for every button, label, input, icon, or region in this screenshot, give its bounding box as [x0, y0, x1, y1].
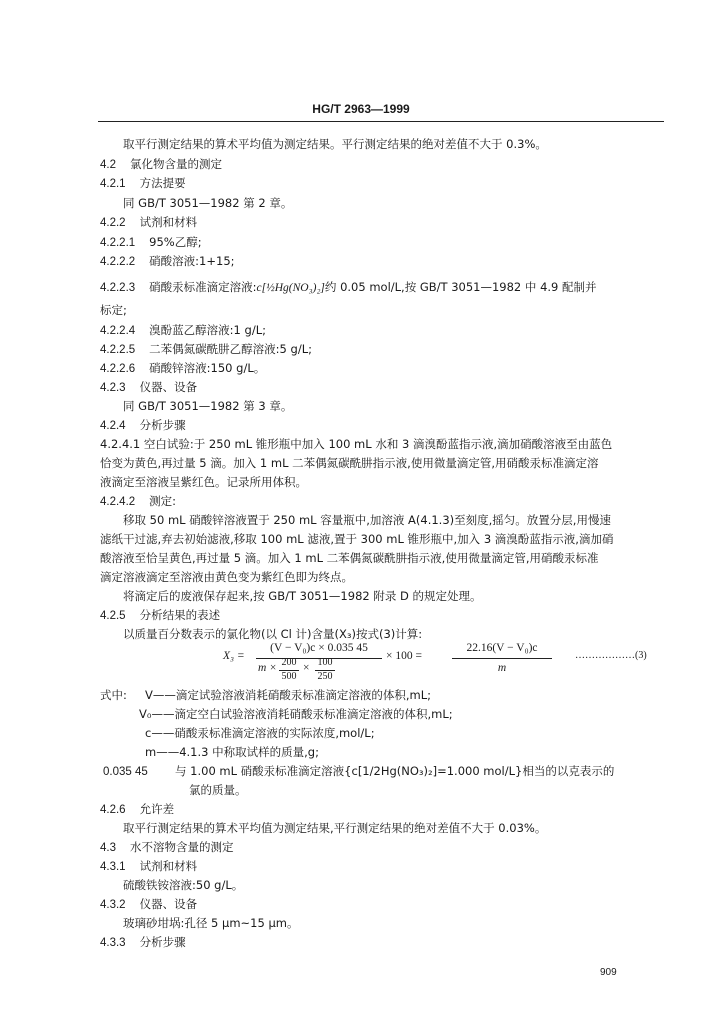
- equation-middle: × 100 =: [386, 650, 422, 662]
- paragraph-line: 酸溶液至恰呈黄色,再过量 5 滴。加入 1 mL 二苯偶氮碳酰肼指示液,使用微量滴定管,用硝酸汞标准: [100, 551, 599, 565]
- equation-tag: ………………(3): [575, 650, 647, 661]
- variable-definition: m——4.1.3 中称取试样的质量,g;: [145, 745, 319, 759]
- equation-times: ×: [303, 662, 310, 674]
- list-item: 4.2.2.1 95%乙醇;: [100, 235, 202, 249]
- paragraph-line: 液滴定至溶液呈紫红色。记录所用体积。: [100, 475, 307, 489]
- text-line: 标定;: [100, 303, 127, 317]
- section-heading-4-3-2: 4.3.2 仪器、设备: [100, 897, 198, 911]
- paragraph-line: 恰变为黄色,再过量 5 滴。加入 1 mL 二苯偶氮碳酰肼指示液,使用微量滴定管,用硝酸汞标准滴定溶: [100, 456, 599, 470]
- fraction-200: 200: [281, 657, 297, 668]
- list-item: 4.2.2.6 硝酸锌溶液:150 g/L。: [100, 361, 266, 375]
- text-line: 以质量百分数表示的氯化物(以 Cl 计)含量(X₃)按式(3)计算:: [123, 627, 423, 641]
- fraction-100: 100: [317, 657, 333, 668]
- page-header-standard-code: HG/T 2963—1999: [312, 102, 410, 116]
- list-item: 4.2.2.5 二苯偶氮碳酰肼乙醇溶液:5 g/L;: [100, 342, 312, 356]
- text-line: 同 GB/T 3051—1982 第 3 章。: [123, 399, 293, 413]
- where-label: 式中:: [100, 688, 127, 702]
- section-heading-4-2-3: 4.2.3 仪器、设备: [100, 380, 198, 394]
- list-item: 4.2.2.4 溴酚蓝乙醇溶液:1 g/L;: [100, 323, 266, 337]
- list-item-mercuric-nitrate: 4.2.2.3 硝酸汞标准滴定溶液:c[½Hg(NO₃)₂]约 0.05 mol/L,按 GB/T 3051—1982 中 4.9 配制并: [100, 280, 597, 294]
- section-heading-4-3-3: 4.3.3 分析步骤: [100, 935, 186, 949]
- list-item: 4.2.2.2 硝酸溶液:1+15;: [100, 254, 235, 268]
- equation-denominator-simplified: m: [497, 662, 507, 674]
- fraction-250: 250: [317, 671, 333, 682]
- section-heading-4-3-1: 4.3.1 试剂和材料: [100, 859, 198, 873]
- text-line: 取平行测定结果的算术平均值为测定结果,平行测定结果的绝对差值不大于 0.03%。: [123, 821, 547, 835]
- paragraph-line: 移取 50 mL 硝酸锌溶液置于 250 mL 容量瓶中,加溶液 A(4.1.3)至刻度,摇匀。放置分层,用慢速: [123, 513, 611, 527]
- variable-definition-constant: 0.035 45: [103, 766, 148, 778]
- equation-denominator-m: m ×: [258, 662, 277, 674]
- page-number: 909: [600, 967, 617, 978]
- section-heading-4-2-6: 4.2.6 允许差: [100, 802, 175, 816]
- equation-numerator: (V − V₀)c × 0.035 45: [270, 642, 368, 654]
- section-heading-4-3: 4.3 水不溶物含量的测定: [100, 840, 234, 854]
- paragraph-line: 4.2.4.1 空白试验:于 250 mL 锥形瓶中加入 100 mL 水和 3 滴溴酚蓝指示液,滴加硝酸溶液至由蓝色: [100, 437, 613, 451]
- paragraph-line: 将滴定后的废液保存起来,按 GB/T 3051—1982 附录 D 的规定处理。: [123, 589, 482, 603]
- header-rule: [98, 121, 664, 122]
- fraction-500: 500: [281, 671, 297, 682]
- equation-lhs: X₃ =: [223, 650, 245, 662]
- section-heading-4-2: 4.2 氯化物含量的测定: [100, 157, 222, 171]
- variable-definition: V₀——滴定空白试验溶液消耗硝酸汞标准滴定溶液的体积,mL;: [139, 707, 453, 721]
- equation-numerator-simplified: 22.16(V − V₀)c: [466, 642, 538, 654]
- variable-definition: V——滴定试验溶液消耗硝酸汞标准滴定溶液的体积,mL;: [145, 688, 432, 702]
- paragraph-line: 滤纸干过滤,弃去初始滤液,移取 100 mL 滤液,置于 300 mL 锥形瓶中,加入 3 滴溴酚蓝指示液,滴加硝: [100, 532, 614, 546]
- variable-definition: c——硝酸汞标准滴定溶液的实际浓度,mol/L;: [145, 726, 375, 740]
- text-line: 取平行测定结果的算术平均值为测定结果。平行测定结果的绝对差值不大于 0.3%。: [123, 137, 547, 151]
- variable-definition: 氯的质量。: [189, 783, 247, 797]
- section-heading-4-2-4-2: 4.2.4.2 测定:: [100, 494, 177, 508]
- text-line: 玻璃砂坩埚:孔径 5 μm~15 μm。: [123, 916, 299, 930]
- paragraph-line: 滴定溶液滴定至溶液由黄色变为紫红色即为终点。: [100, 570, 353, 584]
- section-heading-4-2-1: 4.2.1 方法提要: [100, 176, 186, 190]
- section-heading-4-2-5: 4.2.5 分析结果的表述: [100, 608, 221, 622]
- fraction-bar: [452, 658, 552, 659]
- text-line: 同 GB/T 3051—1982 第 2 章。: [123, 196, 293, 210]
- formula-inline: c[½Hg(NO₃)₂]: [256, 282, 325, 294]
- text-line: 硫酸铁铵溶液:50 g/L。: [123, 878, 244, 892]
- section-heading-4-2-4: 4.2.4 分析步骤: [100, 418, 186, 432]
- section-heading-4-2-2: 4.2.2 试剂和材料: [100, 215, 198, 229]
- variable-definition: 与 1.00 mL 硝酸汞标准滴定溶液{c[1/2Hg(NO₃)₂]=1.000 mol/L}相当的以克表示的: [175, 764, 615, 778]
